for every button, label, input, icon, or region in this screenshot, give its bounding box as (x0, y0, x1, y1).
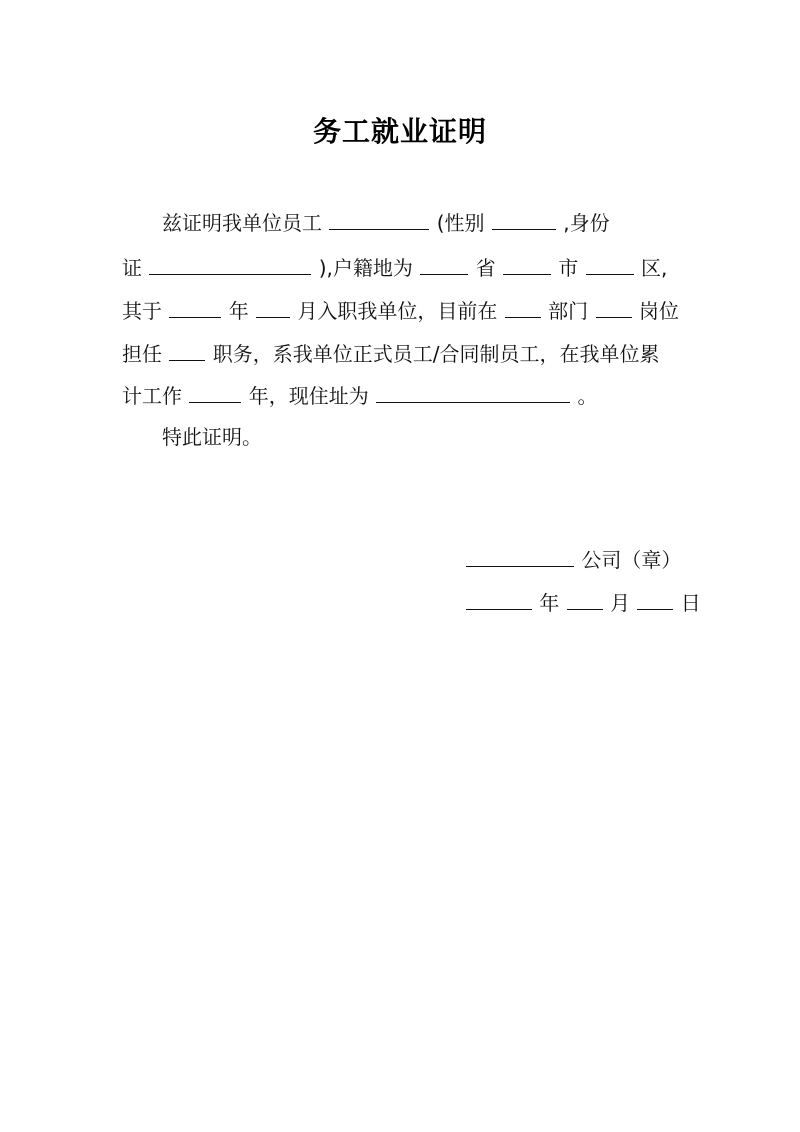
line-5-mid: 年，现住址为 (248, 384, 369, 408)
closing-statement: 特此证明。 (162, 425, 262, 449)
district-label: 区, (641, 256, 668, 280)
sign-month-label: 月 (610, 591, 631, 615)
province-blank (420, 252, 468, 275)
line-1-suffix: ,身份 (563, 211, 610, 235)
position-label: 岗位 (638, 299, 679, 323)
sign-day-blank (637, 587, 673, 610)
employee-name-blank (329, 207, 429, 230)
line-1-prefix: 兹证明我单位员工 (162, 211, 322, 235)
position-blank (596, 295, 632, 318)
company-seal-label: 公司（章） (581, 548, 682, 572)
signature-date-line (465, 587, 701, 618)
body-line-1 (162, 207, 610, 238)
province-label: 省 (475, 256, 496, 280)
line-3-mid: 月入职我单位，目前在 (297, 299, 498, 323)
sign-month-blank (567, 587, 603, 610)
company-name-blank (466, 544, 574, 567)
gender-blank (492, 207, 556, 230)
sign-day-label: 日 (680, 591, 701, 615)
job-title-blank (169, 338, 205, 361)
line-5-prefix: 计工作 (122, 384, 182, 408)
line-5-suffix: 。 (577, 384, 598, 408)
body-line-5 (122, 380, 597, 411)
department-blank (505, 295, 541, 318)
line-2-mid: ),户籍地为 (318, 256, 413, 280)
sign-year-blank (466, 587, 532, 610)
body-line-3 (122, 295, 679, 326)
line-4-suffix: 职务，系我单位正式员工/合同制员工，在我单位累 (212, 342, 660, 366)
work-years-blank (189, 380, 241, 403)
department-label: 部门 (548, 299, 589, 323)
body-line-6 (162, 422, 262, 452)
join-month-blank (256, 295, 290, 318)
line-1-mid: (性别 (436, 211, 485, 235)
body-line-2 (122, 252, 667, 283)
id-number-blank (149, 252, 311, 275)
city-blank (503, 252, 551, 275)
line-3-prefix: 其于 (122, 299, 162, 323)
signature-company-line (465, 544, 681, 575)
body-line-4 (122, 338, 659, 369)
line-2-prefix: 证 (122, 256, 142, 280)
line-4-prefix: 担任 (122, 342, 162, 366)
document-title: 务工就业证明 (312, 115, 487, 148)
address-blank (376, 380, 570, 403)
district-blank (586, 252, 634, 275)
sign-year-label: 年 (539, 591, 560, 615)
city-label: 市 (558, 256, 579, 280)
year-label: 年 (228, 299, 249, 323)
join-year-blank (169, 295, 221, 318)
